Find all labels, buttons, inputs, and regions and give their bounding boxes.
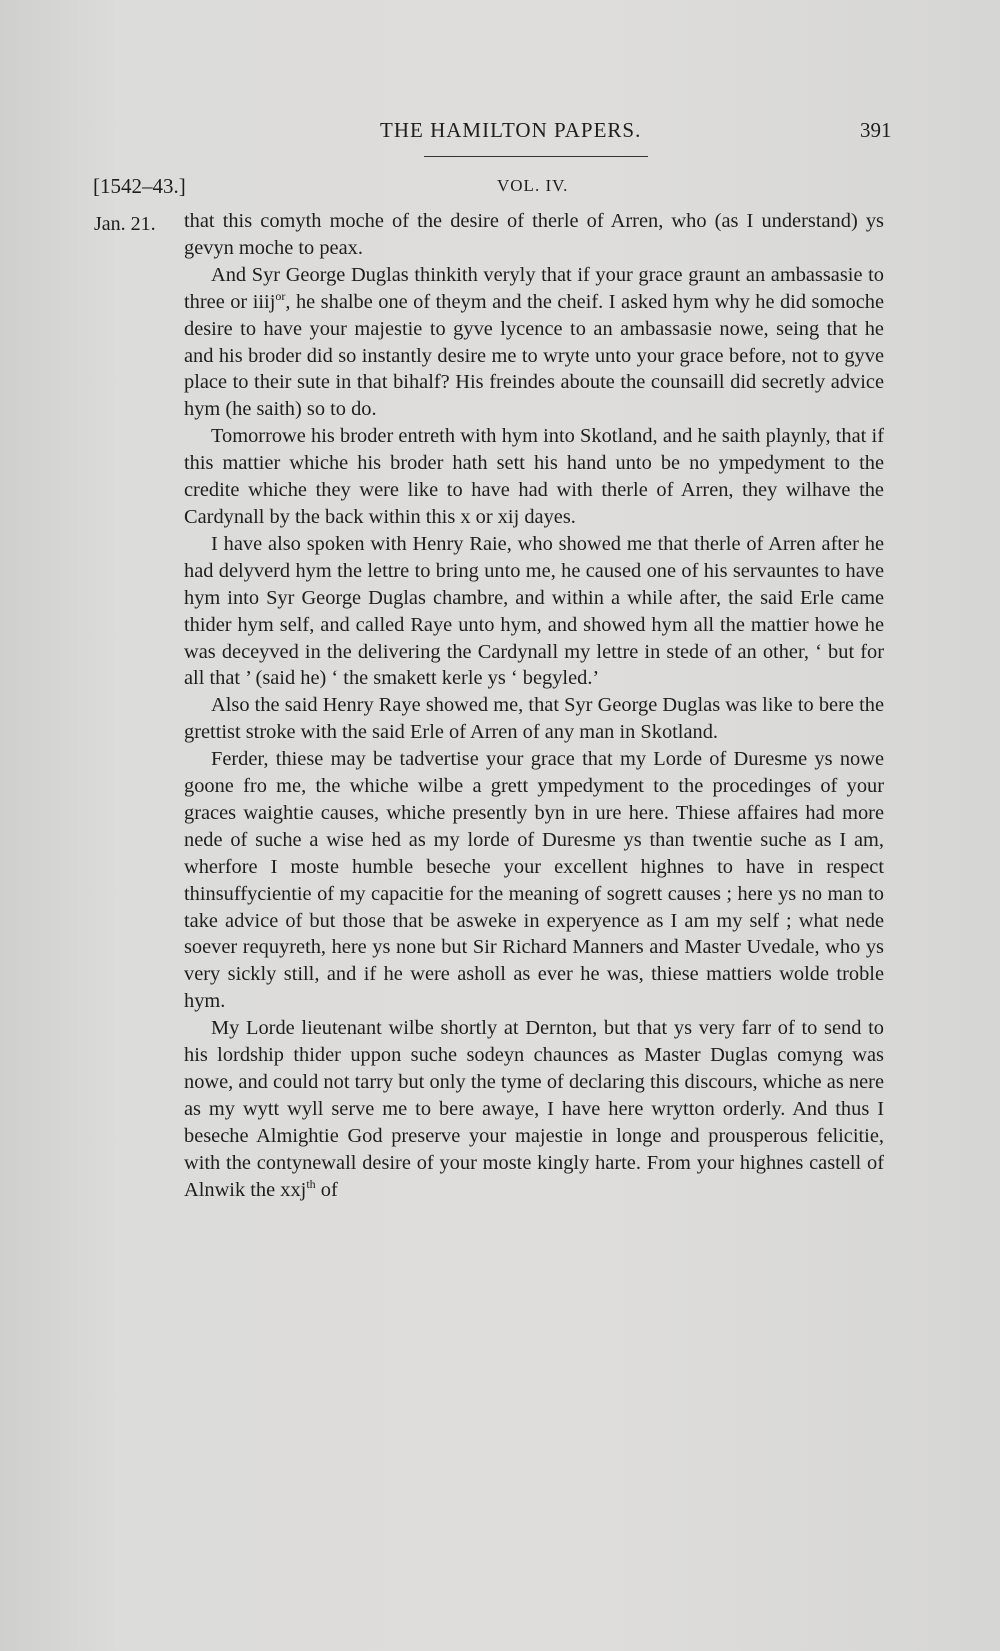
running-head [0,118,1000,158]
superscript: or [275,288,286,303]
superscript: th [306,1176,316,1191]
paragraph: Tomorrowe his broder entreth with hym into Skotland, and he saith playnly, that if this mattier whiche his broder hath sett his hand unto be no ympedyment to the credite whiche they were like to have had with therle of Arren, they wilhave the Cardynall by the back within this x or xij dayes. [184,425,884,528]
paragraph: Also the said Henry Raye showed me, that Syr George Duglas was like to bere the grettist stroke with the said Erle of Arren of any man in Skotland. [184,694,884,744]
date-range: [1542–43.] [93,174,186,198]
body-text [184,208,884,1204]
title-rule [424,156,648,157]
paragraph: that this comyth moche of the desire of therle of Arren, who (as I understand) ys gevyn moche to peax. [184,210,884,259]
running-title: THE HAMILTON PAPERS. [380,118,642,142]
paragraph: And Syr George Duglas thinkith veryly that if your grace graunt an ambassasie to three or iiij$^{or}$, he shalbe one of theym and the cheif. I asked hym why he did somoche desire to have your majestie to gyve lycence to an ambassasie nowe, seing that he and his broder did so instantly desire me to wryte unto your grace before, not to gyve place to their sute in that bihalf? His freindes aboute the counsaill did secretly advice hym (he saith) so to do. [184,263,884,421]
margin-date: Jan. 21. [94,213,156,235]
paragraph: Ferder, thiese may be tadvertise your grace that my Lorde of Duresme ys nowe goone fro me, the whiche wilbe a grett ympedyment to the procedinges of your graces waightie causes, whiche presently byn in ure here. Thiese affaires had more nede of suche a wise hed as my lorde of Duresme ys than twentie suche as I am, wherfore I moste humble beseche your excellent highnes to have in respect thinsuffycientie of my capacitie for the meaning of sogrett causes ; here ys no man to take advice of but those that be asweke in experyence as I am my self ; what nede soever requyreth, here ys none but Sir Richard Manners and Master Uvedale, who ys very sickly still, and if he were asholl as ever he was, thiese mattiers wolde troble hym. [184,748,884,1013]
paragraph: My Lorde lieutenant wilbe shortly at Dernton, but that ys very farr of to send to his lordship thider uppon suche sodeyn chaunces as Master Duglas comyng was nowe, and could not tarry but only the tyme of declaring this discours, whiche as nere as my wytt wyll serve me to bere awaye, I have here wrytton orderly. And thus I beseche Almightie God preserve your majestie in longe and prousperous felicitie, with the contynewall desire of your moste kingly harte. From your highnes castell of Alnwik the xxj$^{th}$ of [184,1017,884,1201]
paragraph: I have also spoken with Henry Raie, who showed me that therle of Arren after he had delyverd hym the lettre to bring unto me, he caused one of his servauntes to have hym into Syr George Duglas chambre, and within a while after, the said Erle came thider hym self, and called Raye unto hym, and showed hym all the mattier howe he was deceyved in the delivering the Cardynall my lettre in stede of an other, ‘ but for all that ’ (said he) ‘ the smakett kerle ys ‘ begyled.’ [184,532,884,690]
page-number: 391 [860,118,892,142]
volume-label: VOL. IV. [497,176,569,195]
